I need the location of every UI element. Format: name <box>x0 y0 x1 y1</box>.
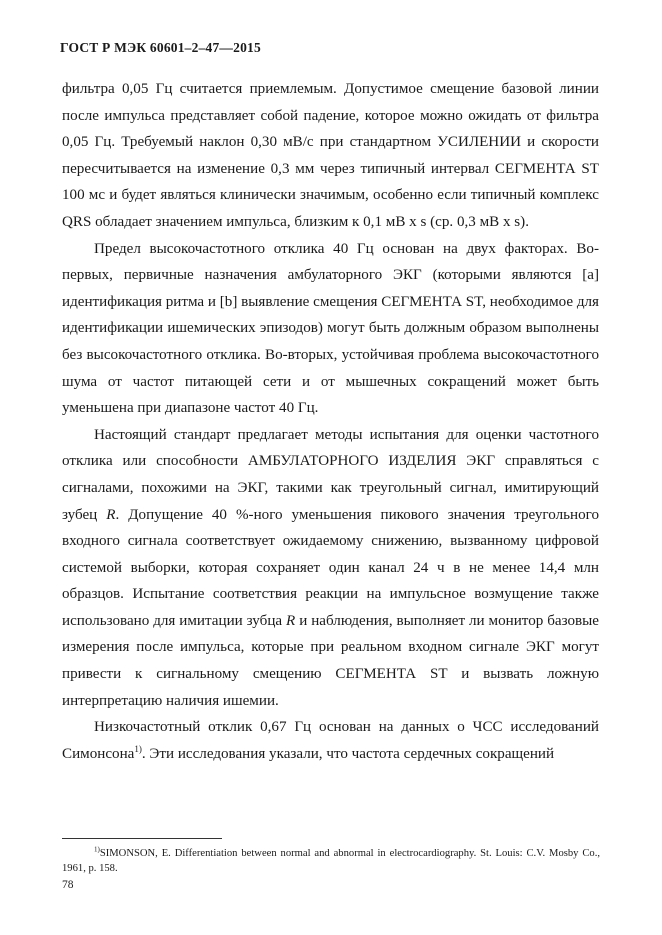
footnote-marker: 1) <box>94 845 100 854</box>
paragraph-3-text-a: Настоящий стандарт предлагает методы испытания для оценки частотного отклика или способности АМБУЛАТОРНОГО ИЗДЕЛИЯ ЭКГ справляться с сигналами, похожими на ЭКГ, такими как треугольный сигнал, имитирующий зубец <box>62 426 599 523</box>
document-header: ГОСТ Р МЭК 60601–2–47—2015 <box>60 40 261 55</box>
paragraph-4-text-b: . Эти исследования указали, что частота сердечных сокращений <box>141 745 555 762</box>
paragraph-4 <box>62 714 599 767</box>
body-text <box>62 76 599 767</box>
paragraph-3 <box>62 422 599 715</box>
italic-r-wave-1: R <box>106 506 116 523</box>
paragraph-3-text-b: . Допущение 40 %-ного уменьшения пикового значения треугольного входного сигнала соответствует ожидаемому снижению, вызванному цифровой системой выборки, которая сохраняет один канал 24 ч в не менее 14,4 млн образцов. Испытание соответствия реакции на импульсное возмущение также использовано для имитации зубца <box>62 506 599 629</box>
italic-r-wave-2: R <box>286 612 296 629</box>
footnote-text: SIMONSON, E. Differentiation between normal and abnormal in electrocardiography. St. Louis: C.V. Mosby Co., 1961, p. 158. <box>62 848 600 874</box>
footnote-reference: 1) <box>134 743 142 754</box>
page-number: 78 <box>62 879 74 891</box>
paragraph-3-text-c: и наблюдения, выполняет ли монитор базовые измерения после импульса, которые при реальном входном сигнале ЭКГ могут привести к сигнальному смещению СЕГМЕНТА ST и вызвать ложную интерпретацию наличия ишемии. <box>62 612 599 709</box>
footnote-divider <box>62 838 222 839</box>
paragraph-2: Предел высокочастотного отклика 40 Гц основан на двух факторах. Во-первых, первичные назначения амбулаторного ЭКГ (которыми являются [a] идентификация ритма и [b] выявление смещения СЕГМЕНТА ST, необходимое для идентификации ишемических эпизодов) могут быть должным образом выполнены без высокочастотного отклика. Во-вторых, устойчивая проблема высокочастотного шума от частот питающей сети и от мышечных сокращений может быть уменьшена при диапазоне частот 40 Гц. <box>62 240 599 417</box>
paragraph-4-text-a: Низкочастотный отклик 0,67 Гц основан на данных о ЧСС исследований Симонсона <box>62 719 599 762</box>
footnote <box>62 846 600 876</box>
paragraph-1: фильтра 0,05 Гц считается приемлемым. Допустимое смещение базовой линии после импульса представляет собой падение, которое можно ожидать от фильтра 0,05 Гц. Требуемый наклон 0,30 мВ/с при стандартном УСИЛЕНИИ и скорости пересчитывается на изменение 0,3 мм через типичный интервал СЕГМЕНТА ST 100 мс и будет являться клинически значимым, особенно если типичный комплекс QRS обладает значением импульса, близким к 0,1 мВ x s (ср. 0,3 мВ x s). <box>62 81 599 230</box>
